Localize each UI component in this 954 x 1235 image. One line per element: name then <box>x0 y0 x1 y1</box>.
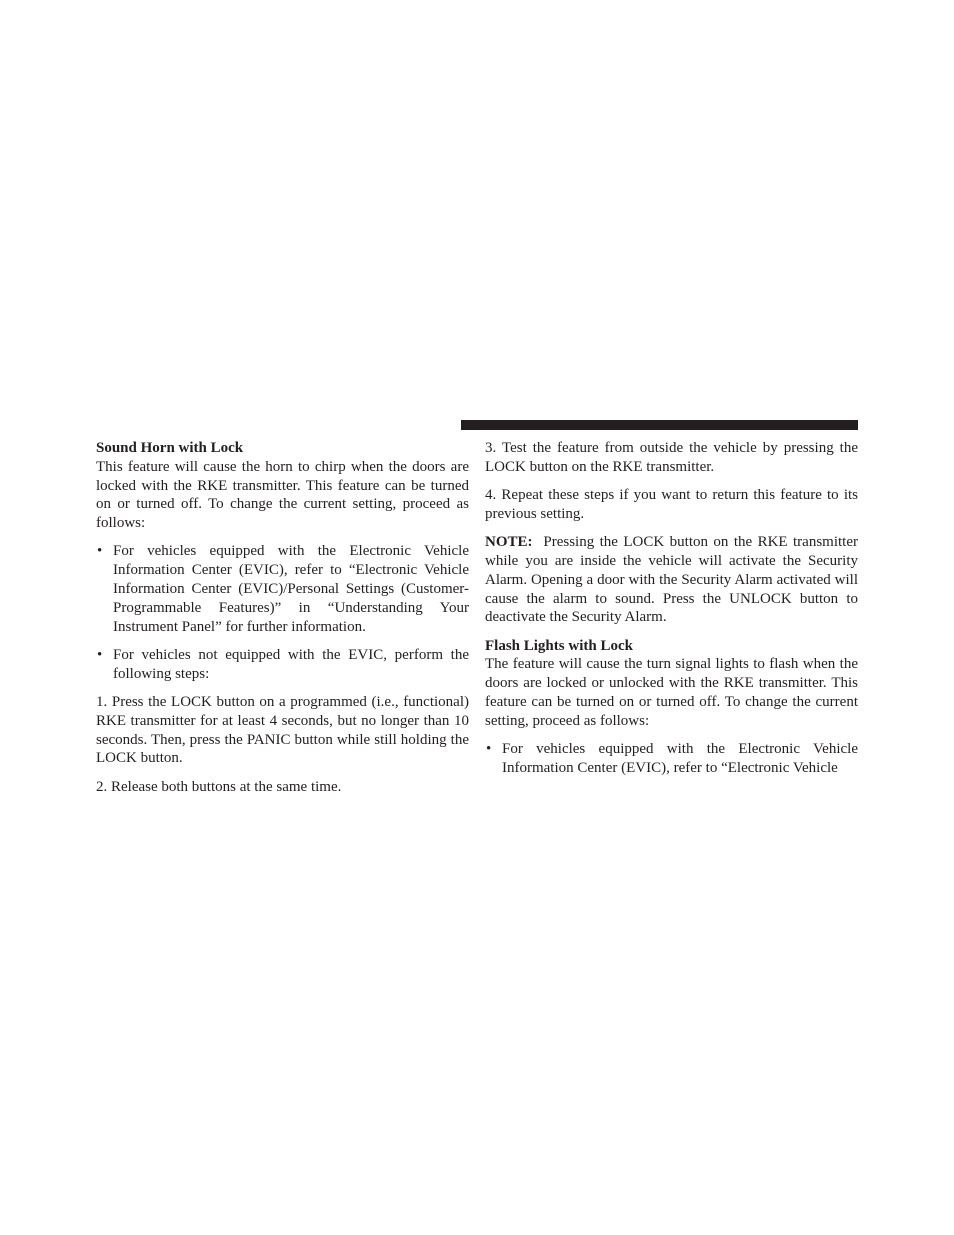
list-item-text: For vehicles equipped with the Electronic Vehicle Information Center (EVIC), refer to “Electronic Vehicle Information Center (EVIC)/Personal Settings (Customer-Programmable Features)” in “Understanding Your Instrument Panel” for further information. <box>113 543 469 635</box>
bullet-icon: • <box>97 646 103 663</box>
step-3: 3. Test the feature from outside the vehicle by pressing the LOCK button on the RKE transmitter. <box>485 440 858 475</box>
note-label: NOTE: <box>485 534 533 551</box>
paragraph-flash-lights-intro: The feature will cause the turn signal lights to flash when the doors are locked or unlocked with the RKE transmitter. This feature can be turned on or turned off. To change the current setting, proceed as follows: <box>485 656 858 729</box>
bullet-icon: • <box>486 741 492 758</box>
section-divider-bar <box>461 420 858 430</box>
list-item-text: For vehicles equipped with the Electronic Vehicle Information Center (EVIC), refer to “Electronic Vehicle <box>502 741 858 776</box>
note-text: Pressing the LOCK button on the RKE transmitter while you are inside the vehicle will activate the Security Alarm. Opening a door with the Security Alarm activated will cause the alarm to sound. Press the UNLOCK button to deactivate the Security Alarm. <box>485 534 859 626</box>
list-item-evic-equipped-flash <box>485 740 858 778</box>
section-heading-sound-horn: Sound Horn with Lock <box>96 440 244 456</box>
bullet-icon: • <box>97 543 103 560</box>
note-paragraph <box>485 533 858 627</box>
paragraph-sound-horn-intro: This feature will cause the horn to chirp when the doors are locked with the RKE transmitter. This feature can be turned on or turned off. To change the current setting, proceed as follows: <box>96 458 469 532</box>
list-item-evic-not-equipped <box>96 646 469 684</box>
left-column <box>96 439 469 797</box>
list-item-text: For vehicles not equipped with the EVIC, perform the following steps: <box>113 646 469 682</box>
step-4: 4. Repeat these steps if you want to return this feature to its previous setting. <box>485 487 858 522</box>
right-column <box>485 439 858 778</box>
step-2: 2. Release both buttons at the same time. <box>96 778 342 795</box>
step-1: 1. Press the LOCK button on a programmed (i.e., functional) RKE transmitter for at least 4 seconds, but no longer than 10 seconds. Then, press the PANIC button while still holding the LOCK button. <box>96 694 469 767</box>
section-heading-flash-lights: Flash Lights with Lock <box>485 637 633 654</box>
list-item-evic-equipped <box>96 542 469 636</box>
